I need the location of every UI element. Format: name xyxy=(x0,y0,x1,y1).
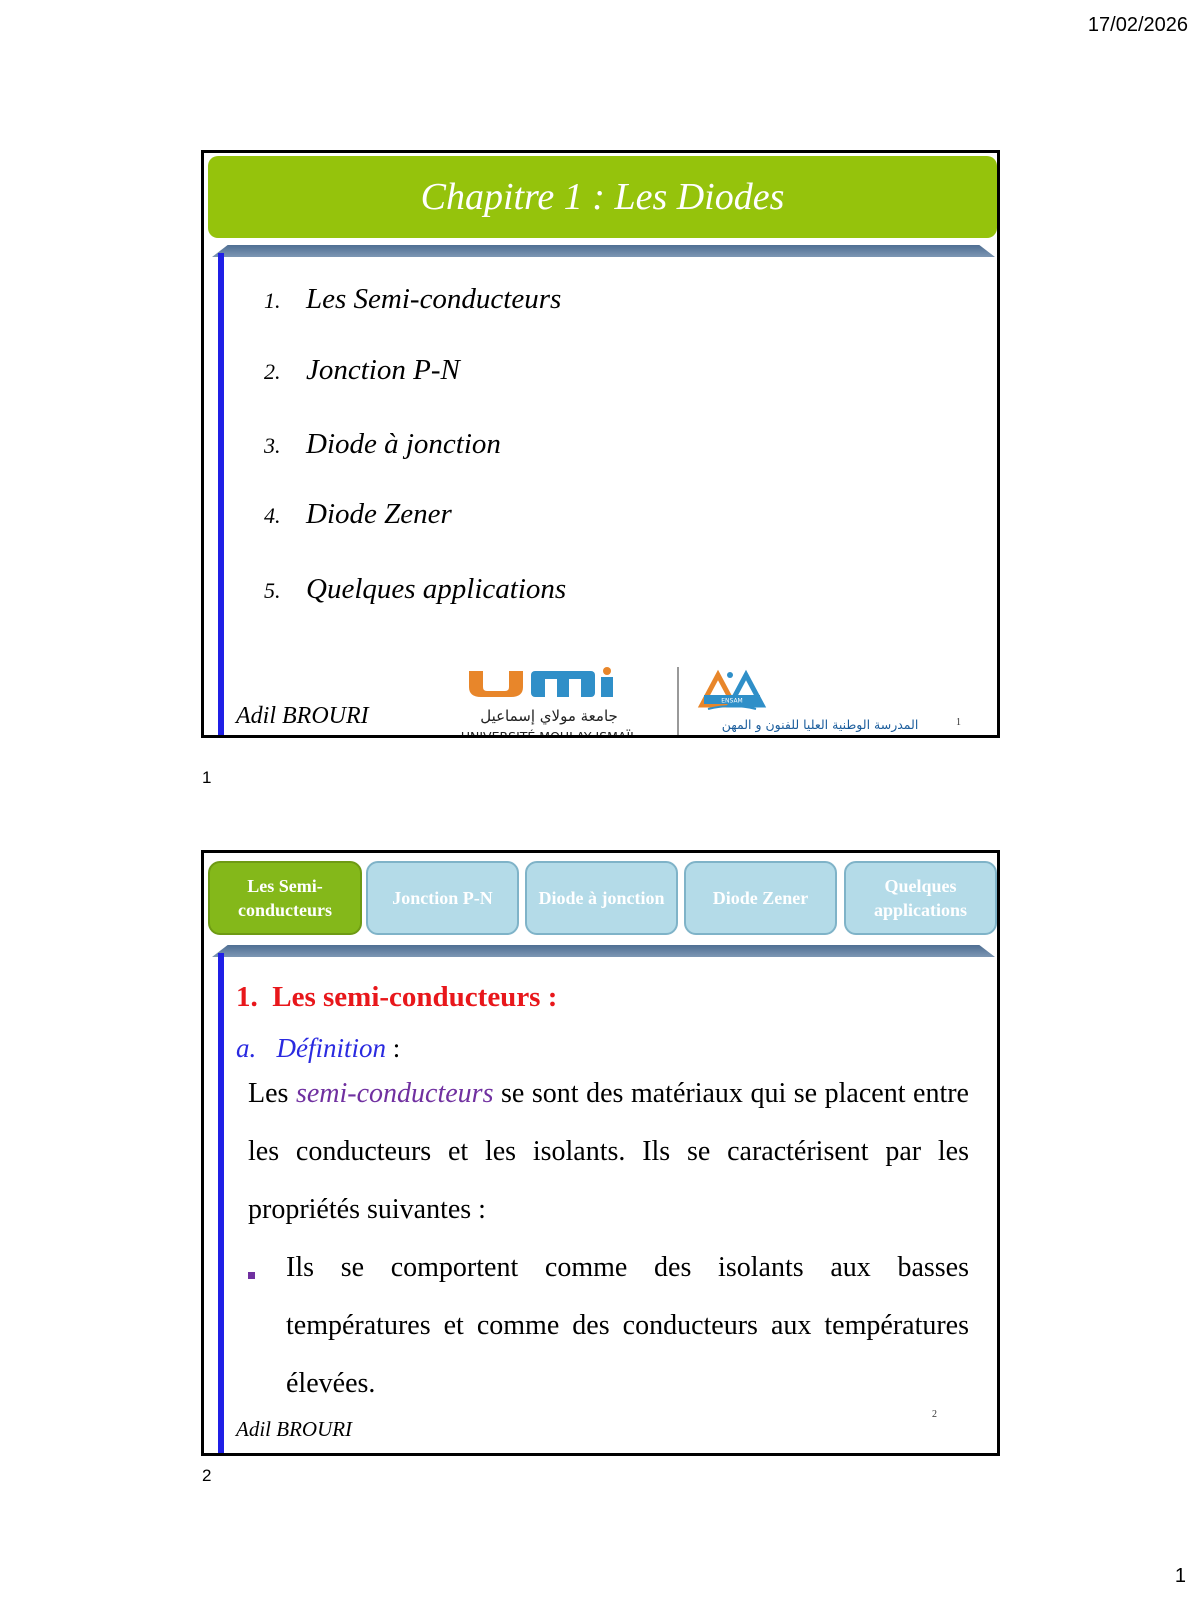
tab-diode-zener[interactable]: Diode Zener xyxy=(684,861,837,935)
slide-author: Adil BROURI xyxy=(236,703,369,729)
logo-divider xyxy=(677,667,679,738)
slide-title: Chapitre 1 : Les Diodes xyxy=(420,176,785,218)
toc-item-5: 5. Quelques applications xyxy=(264,573,567,605)
svg-text:ENSAM: ENSAM xyxy=(721,697,743,705)
accent-bar xyxy=(218,253,224,735)
bullet-icon xyxy=(248,1272,255,1279)
page-number: 1 xyxy=(1174,1565,1186,1587)
slide-footer-number: 1 xyxy=(956,717,961,728)
slide-1-number: 1 xyxy=(202,768,212,787)
umi-logo xyxy=(441,665,671,744)
section-title: 1. Les semi-conducteurs : xyxy=(236,981,558,1013)
svg-text:المدرسة الوطنية العليا للفنون: المدرسة الوطنية العليا للفنون و المهن xyxy=(721,717,919,732)
slide-2 xyxy=(201,850,1000,1456)
slide-footer-number: 2 xyxy=(932,1409,937,1420)
emphasis-term: semi-conducteurs xyxy=(295,1078,494,1109)
toc-item-4: 4. Diode Zener xyxy=(264,498,452,530)
toc-item-3: 3. Diode à jonction xyxy=(264,428,501,460)
toc-item-2: 2. Jonction P-N xyxy=(264,354,460,386)
tab-semi-conducteurs[interactable]: Les Semi-conducteurs xyxy=(208,861,362,935)
title-ribbon xyxy=(212,245,995,257)
definition-paragraph: Les semi-conducteurs se sont des matériaux qui se placent entre les conducteurs et les isolants. Ils se caractérisent par les propriétés suivantes : xyxy=(248,1078,969,1225)
svg-text:UNIVERSITÉ MOULAY ISMAÏL: UNIVERSITÉ MOULAY ISMAÏL xyxy=(460,729,638,744)
slide-title-bar xyxy=(208,156,997,238)
tabs-ribbon xyxy=(212,945,995,957)
svg-text:ÉCOLE NATIONALE SUPÉRIEURE D'A: ÉCOLE NATIONALE SUPÉRIEURE D'ARTS ET MÉTIERS xyxy=(707,738,917,747)
tab-diode-jonction[interactable]: Diode à jonction xyxy=(525,861,678,935)
slide-2-number: 2 xyxy=(202,1466,212,1485)
slide-author: Adil BROURI xyxy=(236,1417,353,1441)
accent-bar xyxy=(218,953,224,1453)
bullet-item: Ils se comportent comme des isolants aux basses températures et comme des conducteurs aux températures élevées. xyxy=(286,1252,969,1399)
ensam-logo xyxy=(690,665,950,747)
document-date: 17/02/2026 xyxy=(1087,14,1188,36)
tab-quelques-applications[interactable]: Quelques applications xyxy=(844,861,997,935)
tab-jonction-pn[interactable]: Jonction P-N xyxy=(366,861,519,935)
subsection-title: a. Définition : xyxy=(236,1033,401,1063)
svg-text:جامعة مولاي إسماعيل: جامعة مولاي إسماعيل xyxy=(480,707,618,725)
slide-1 xyxy=(201,150,1000,747)
toc-item-1: 1. Les Semi-conducteurs xyxy=(264,283,562,315)
